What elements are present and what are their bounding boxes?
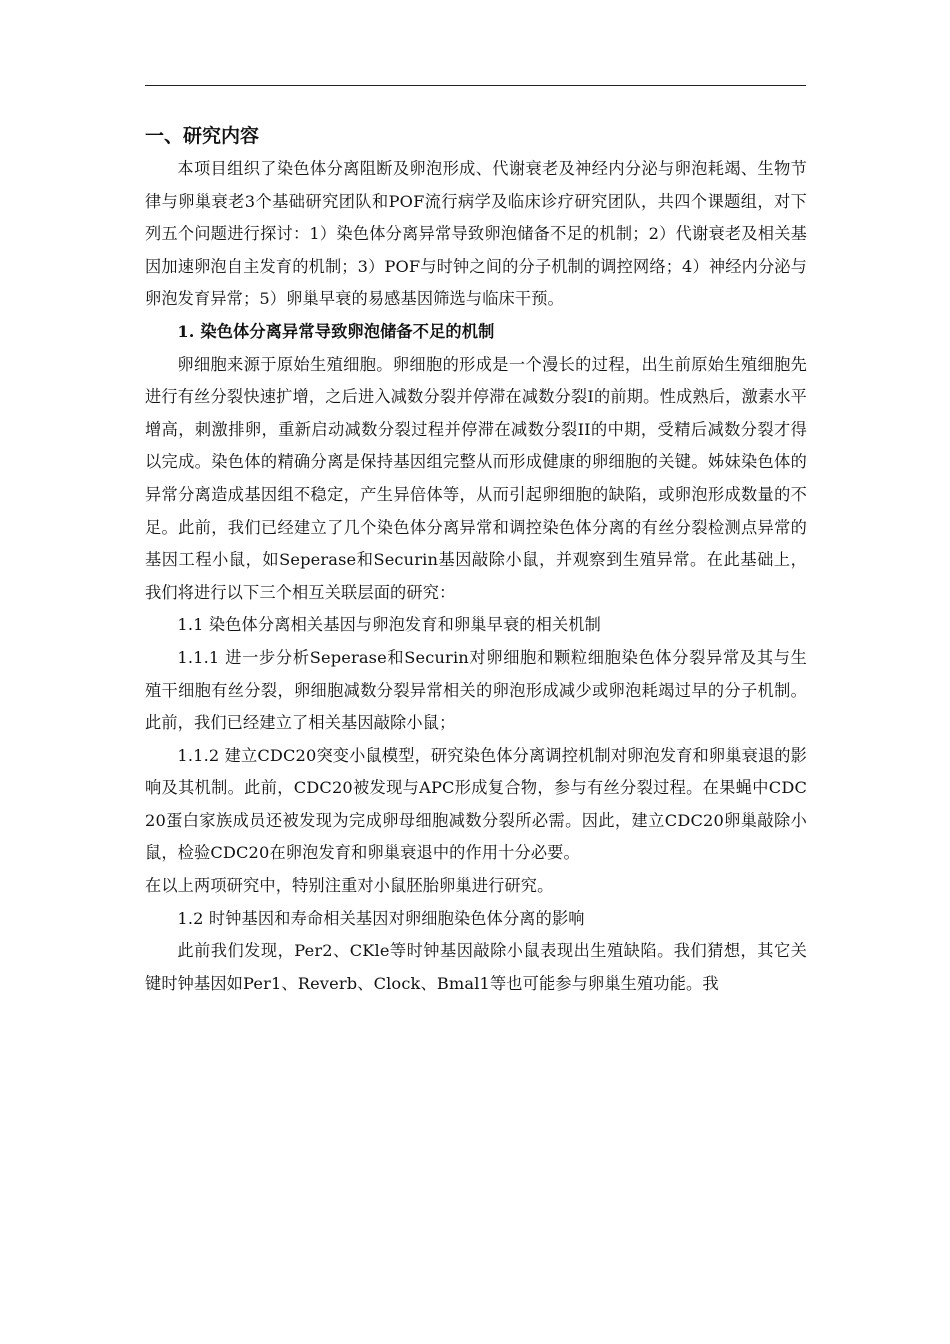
paragraph-1-1-1: 1.1.1 进一步分析Seperase和Securin对卵细胞和颗粒细胞染色体分裂异常及其与生殖干细胞有丝分裂，卵细胞减数分裂异常相关的卵泡形成减少或卵泡耗竭过早的分子机制。此前，我们已经建立了相关基因敲除小鼠；	[145, 647, 807, 733]
document-body	[145, 119, 807, 1000]
oocyte-origin-paragraph: 卵细胞来源于原始生殖细胞。卵细胞的形成是一个漫长的过程，出生前原始生殖细胞先进行有丝分裂快速扩增，之后进入减数分裂并停滞在减数分裂I的前期。性成熟后，激素水平增高，刺激排卵，重新启动减数分裂过程并停滞在减数分裂II的中期，受精后减数分裂才得以完成。染色体的精确分离是保持基因组完整从而形成健康的卵细胞的关键。姊妹染色体的异常分离造成基因组不稳定，产生异倍体等，从而引起卵细胞的缺陷，或卵泡形成数量的不足。此前，我们已经建立了几个染色体分离异常和调控染色体分离的有丝分裂检测点异常的基因工程小鼠，如Seperase和Securin基因敲除小鼠，并观察到生殖异常。在此基础上，我们将进行以下三个相互关联层面的研究：	[145, 354, 807, 602]
subsection-heading-1-1: 1.1 染色体分离相关基因与卵泡发育和卵巢早衰的相关机制	[177, 615, 601, 635]
subsection-heading-1: 1. 染色体分离异常导致卵泡储备不足的机制	[177, 321, 495, 341]
section-heading: 一、研究内容	[145, 125, 260, 147]
paragraph-1-2: 此前我们发现，Per2、CKle等时钟基因敲除小鼠表现出生殖缺陷。我们猜想，其它关键时钟基因如Per1、Reverb、Clock、Bmal1等也可能参与卵巢生殖功能。我	[145, 941, 807, 993]
subsection-heading-1-2: 1.2 时钟基因和寿命相关基因对卵细胞染色体分离的影响	[177, 908, 585, 928]
header-rule	[145, 85, 806, 86]
paragraph-1-1-2: 1.1.2 建立CDC20突变小鼠模型，研究染色体分离调控机制对卵泡发育和卵巢衰退的影响及其机制。此前，CDC20被发现与APC形成复合物，参与有丝分裂过程。在果蝇中CDC20蛋白家族成员还被发现为完成卵母细胞减数分裂所必需。因此，建立CDC20卵巢敲除小鼠，检验CDC20在卵泡发育和卵巢衰退中的作用十分必要。	[145, 745, 807, 863]
emphasis-paragraph: 在以上两项研究中，特别注重对小鼠胚胎卵巢进行研究。	[145, 876, 554, 896]
intro-paragraph: 本项目组织了染色体分离阻断及卵泡形成、代谢衰老及神经内分泌与卵泡耗竭、生物节律与卵巢衰老3个基础研究团队和POF流行病学及临床诊疗研究团队，共四个课题组，对下列五个问题进行探讨：1）染色体分离异常导致卵泡储备不足的机制；2）代谢衰老及相关基因加速卵泡自主发育的机制；3）POF与时钟之间的分子机制的调控网络；4）神经内分泌与卵泡发育异常；5）卵巢早衰的易感基因筛选与临床干预。	[145, 159, 807, 309]
